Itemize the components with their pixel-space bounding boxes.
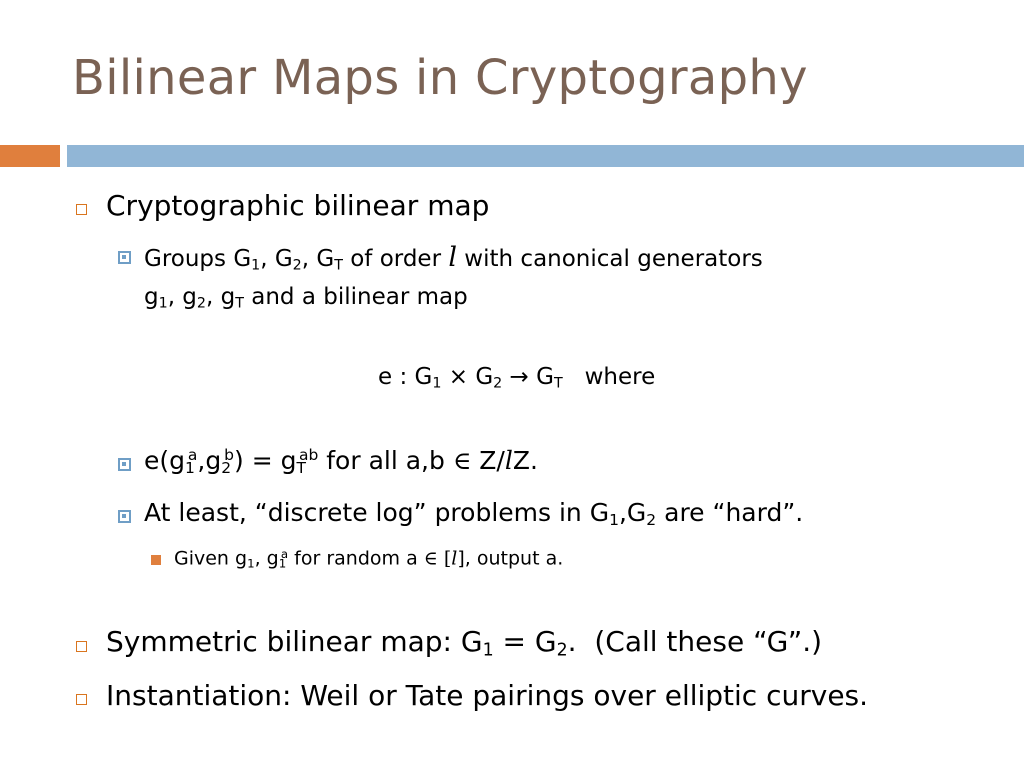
bullet-bilinearity: $e(g_1^a,g_2^b) = g_T^{ab}$ for all a,b ∈ Z/lZ. bbox=[144, 446, 538, 477]
bullet-instantiation: Instantiation: Weil or Tate pairings over elliptic curves. bbox=[106, 679, 869, 712]
bullet-groups-line2: $g_1$, $g_2$, $g_T$ and a bilinear map bbox=[144, 284, 468, 312]
bullet-discrete-log: At least, “discrete log” problems in $G_1,G_2$ are “hard”. bbox=[144, 498, 804, 529]
accent-bar-blue bbox=[67, 145, 1024, 167]
accent-bar-orange bbox=[0, 145, 60, 167]
filled-square-bullet-icon bbox=[118, 458, 131, 471]
bullet-cryptographic-bilinear-map: Cryptographic bilinear map bbox=[106, 189, 490, 222]
bullet-given-g1: Given $g_1$, $g_1^a$ for random a ∈ [l], output a. bbox=[174, 547, 564, 571]
filled-square-bullet-icon bbox=[118, 251, 131, 264]
slide-title: Bilinear Maps in Cryptography bbox=[72, 50, 808, 106]
hollow-square-bullet-icon bbox=[76, 204, 87, 215]
bullet-groups-line1: Groups $G_1$, $G_2$, $G_T$ of order l with canonical generators bbox=[144, 242, 763, 274]
bilinear-map-formula: e : $G_1 \times G_2 \to G_T$ where bbox=[378, 364, 656, 392]
filled-square-bullet-icon bbox=[118, 510, 131, 523]
bullet-symmetric-bilinear-map: Symmetric bilinear map: $G_1 = G_2$. (Call these “G”.) bbox=[106, 625, 823, 661]
hollow-square-bullet-icon bbox=[76, 694, 87, 705]
hollow-square-bullet-icon bbox=[76, 641, 87, 652]
orange-square-bullet-icon bbox=[151, 555, 161, 565]
